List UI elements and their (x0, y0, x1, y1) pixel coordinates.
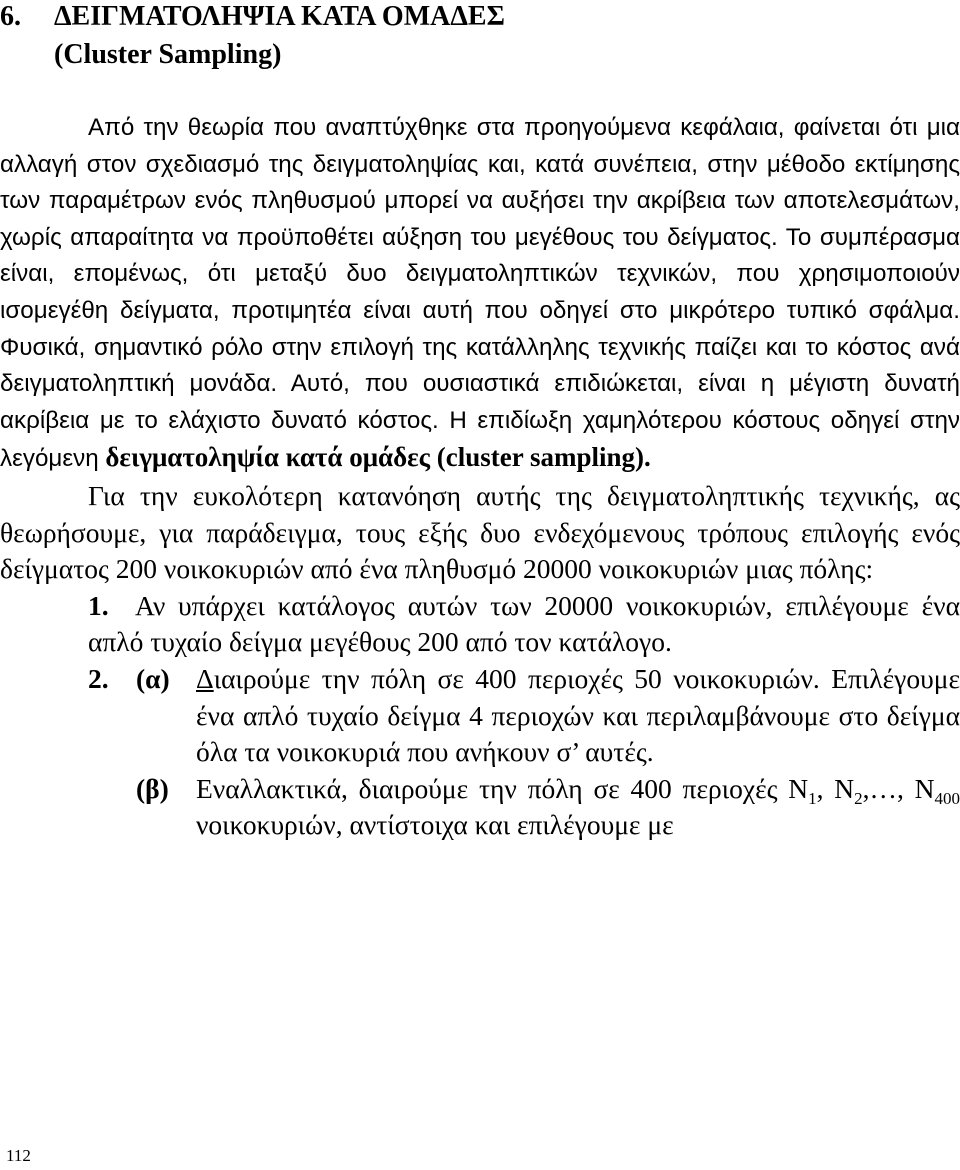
list-item-2a-underlined-letter: Δ (196, 662, 214, 694)
list-item-2b-text-part3: ,…, N (862, 772, 935, 804)
section-title: ΔΕΙΓΜΑΤΟΛΗΨΙΑ ΚΑΤΑ ΟΜΑΔΕΣ (54, 1, 505, 32)
paragraph-intro-bold-term: δειγματοληψία κατά ομάδες (cluster sampling). (105, 442, 651, 473)
list-item-1-text: Αν υπάρχει κατάλογος αυτών των 20000 νοικοκυριών, επιλέγουμε ένα απλό τυχαίο δείγμα μεγέθους 200 από τον κατάλογο. (88, 589, 960, 658)
list-item-2a-body: ιαιρούμε την πόλη σε 400 περιοχές 50 νοικοκυριών. Επιλέγουμε ένα απλό τυχαίο δείγμα 4 περιοχών και περιλαμβάνουμε στο δείγμα όλα τα νοικοκυριά που ανήκουν σ’ αυτές. (196, 662, 960, 768)
paragraph-example: Για την ευκολότερη κατανόηση αυτής της δειγματοληπτικής τεχνικής, ας θεωρήσουμε, για παράδειγμα, τους εξής δυο ενδεχόμενους τρόπους επιλογής ενός δείγματος 200 νοικοκυριών από ένα πληθυσμό 20000 νοικοκυριών μιας πόλης: (0, 479, 960, 585)
list-item-2b-text (196, 773, 960, 841)
list-item-2a-text (196, 663, 960, 767)
section-heading (0, 0, 505, 74)
section-subtitle: (Cluster Sampling) (54, 39, 282, 70)
list-item-2b-sub2: 2 (854, 788, 863, 808)
list-item-2b (0, 771, 960, 844)
list-item-2b-sub1: 1 (808, 788, 817, 808)
paragraph-intro-text: Από την θεωρία που αναπτύχθηκε στα προηγούμενα κεφάλαια, φαίνεται ότι μια αλλαγή στον σχεδιασμό της δειγματοληψίας και, κατά συνέπεια, στην μέθοδο εκτίμησης των παραμέτρων ενός πληθυσμού μπορεί να αυξήσει την ακρίβεια των αποτελεσμάτων, χωρίς απαραίτητα να προϋποθέτει αύξηση του μεγέθους του δείγματος. Το συμπέρασμα είναι, επομένως, ότι μεταξύ δυο δειγματοληπτικών τεχνικών, που χρησιμοποιούν ισομεγέθη δείγματα, προτιμητέα είναι αυτή που οδηγεί στο μικρότερο τυπικό σφάλμα. Φυσικά, σημαντικό ρόλο στην επιλογή της κατάλληλης τεχνικής παίζει και το κόστος ανά δειγματοληπτική μονάδα. Αυτό, που ουσιαστικά επιδιώκεται, είναι η μέγιστη δυνατή ακρίβεια με το ελάχιστο δυνατό κόστος. Η επιδίωξη χαμηλότερου κόστους οδηγεί στην λεγόμενη (0, 114, 960, 473)
list-item-1 (0, 588, 960, 661)
list-item-2b-text-part2: , N (816, 772, 855, 804)
list-item-2a (0, 661, 960, 771)
page-number: 112 (6, 1146, 31, 1165)
body-text (0, 110, 960, 844)
list-item-2-marker: 2. (88, 662, 109, 694)
list-item-2b-text-part1: Εναλλακτικά, διαιρούμε την πόλη σε 400 περιοχές N (196, 772, 809, 804)
list-item-1-marker: 1. (88, 589, 109, 621)
paragraph-intro (0, 110, 960, 478)
list-item-2b-marker: (β) (136, 772, 169, 804)
list-item-2a-marker: (α) (136, 662, 170, 694)
list-item-2b-text-part4: νοικοκυριών, αντίστοιχα και επιλέγουμε με (196, 809, 674, 841)
section-number: 6. (0, 1, 21, 32)
list-item-2b-sub3: 400 (934, 788, 960, 808)
